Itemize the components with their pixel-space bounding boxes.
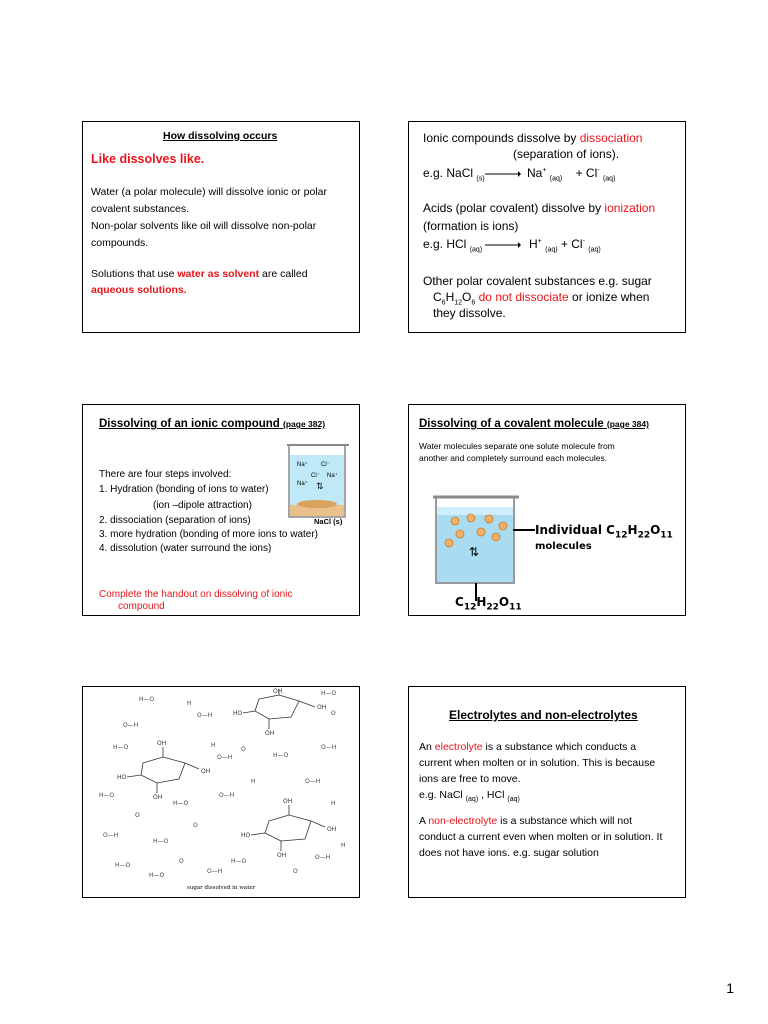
svg-text:H: H: [331, 800, 336, 807]
reaction-arrow-icon: [485, 239, 521, 249]
step-1: 1. Hydration (bonding of ions to water): [99, 484, 269, 495]
svg-text:H—O: H—O: [115, 862, 131, 869]
svg-text:OH: OH: [157, 740, 167, 747]
sugar-line: Other polar covalent substances e.g. sugar: [423, 274, 652, 288]
reaction-arrow-icon: [485, 168, 521, 178]
slide-title: Electrolytes and non-electrolytes: [449, 708, 638, 722]
ion-label: Cl⁻: [321, 462, 330, 468]
svg-text:H—O: H—O: [153, 838, 169, 845]
ion-label: Na⁺: [327, 473, 338, 479]
desc-line-1: Water molecules separate one solute molecule from: [419, 441, 615, 451]
svg-text:H—O: H—O: [99, 792, 115, 799]
molecules-label: Individual $C_{12}H_{22}O_{11}$: [535, 523, 673, 541]
svg-text:H—O: H—O: [113, 744, 129, 751]
svg-text:OH: OH: [327, 826, 337, 833]
svg-text:O—H: O—H: [305, 778, 321, 785]
svg-text:O—H: O—H: [315, 854, 331, 861]
beaker-label: NaCl (s): [314, 517, 343, 526]
svg-text:H: H: [187, 700, 192, 707]
slide-ionic-dissolution: [408, 121, 686, 333]
dissociation-line: Ionic compounds dissolve by dissociation: [423, 131, 643, 145]
svg-text:H: H: [341, 842, 346, 849]
nacl-products: Na+ $_{(aq)}$ + Cl- $_{(aq)}$: [527, 166, 616, 183]
slide-sugar-in-water: [82, 686, 360, 898]
slide-ionic-compound: [82, 404, 360, 616]
svg-text:OH: OH: [153, 794, 163, 801]
paragraph-aqueous: Solutions that use water as solvent are called: [91, 268, 308, 280]
step-3: 3. more hydration (bonding of more ions to water): [99, 529, 318, 540]
step-2: 2. dissociation (separation of ions): [99, 515, 251, 526]
svg-text:OH: OH: [201, 768, 211, 775]
svg-text:H—O: H—O: [139, 696, 155, 703]
non-electrolyte-def-2: conduct a current even when molten or in solution. It: [419, 831, 663, 843]
svg-text:O: O: [193, 822, 198, 829]
sugar-formula-line: $C_6H_{12}O_6$ do not dissociate or ionize when: [433, 290, 650, 307]
svg-text:H—O: H—O: [231, 858, 247, 865]
beaker-illustration: [287, 435, 351, 519]
paragraph-nonpolar: Non-polar solvents like oil will dissolve non-polar compounds.: [91, 220, 317, 249]
non-electrolyte-def-1: A non-electrolyte is a substance which will not: [419, 815, 633, 827]
svg-text:OH: OH: [283, 798, 293, 805]
sugar-water-diagram: [83, 687, 359, 897]
svg-text:O—H: O—H: [321, 744, 337, 751]
svg-text:H—O: H—O: [273, 752, 289, 759]
equilibrium-arrows-icon: ⇅: [469, 545, 480, 559]
slide-covalent-molecule: [408, 404, 686, 616]
handout-note-end: compound: [118, 601, 165, 612]
hcl-equation: e.g. HCl $_{(aq)}$: [423, 237, 483, 254]
slide-electrolytes: [408, 686, 686, 898]
svg-text:O—H: O—H: [219, 792, 235, 799]
svg-text:H: H: [251, 778, 256, 785]
ion-label: Cl⁻: [311, 473, 320, 479]
aqueous-solutions-term: aqueous solutions.: [91, 284, 187, 296]
svg-text:O: O: [241, 746, 246, 753]
svg-text:O—H: O—H: [217, 754, 233, 761]
dissociation-def: (separation of ions).: [513, 147, 620, 161]
ion-label: Na⁺: [297, 481, 308, 487]
beaker-illustration: [433, 493, 519, 585]
desc-line-2: another and completely surround each molecules.: [419, 453, 608, 463]
electrolyte-def-2: current when molten or in solution. This is because: [419, 757, 656, 769]
steps-intro: There are four steps involved:: [99, 469, 232, 480]
svg-text:O—H: O—H: [123, 722, 139, 729]
svg-text:O—H: O—H: [207, 868, 223, 875]
sugar-line-end: they dissolve.: [433, 306, 506, 320]
equilibrium-arrows-icon: ⇅: [316, 481, 324, 491]
svg-text:H: H: [211, 742, 216, 749]
ionization-line: Acids (polar covalent) dissolve by ionization: [423, 201, 656, 215]
electrolyte-examples: e.g. NaCl $_{(aq)}$ , HCl $_{(aq)}$: [419, 789, 520, 804]
svg-text:O: O: [135, 812, 140, 819]
headline: Like dissolves like.: [91, 152, 205, 166]
nacl-equation: e.g. NaCl $_{(s)}$: [423, 166, 485, 183]
ionization-def: (formation is ions): [423, 219, 519, 233]
ion-label: Na⁺: [297, 462, 308, 468]
pointer-line: [513, 529, 535, 531]
svg-text:O: O: [331, 710, 336, 717]
page-number: 1: [726, 980, 734, 996]
slide-how-dissolving-occurs: [82, 121, 360, 333]
svg-text:O: O: [179, 858, 184, 865]
svg-text:H—O: H—O: [149, 872, 165, 879]
svg-text:H—O: H—O: [321, 690, 337, 697]
paragraph-polar: Water (a polar molecule) will dissolve ionic or polar covalent substances.: [91, 186, 327, 215]
svg-text:HO: HO: [117, 774, 127, 781]
handout-note: Complete the handout on dissolving of ionic: [99, 589, 293, 600]
non-electrolyte-def-3: does not have ions. e.g. sugar solution: [419, 847, 599, 859]
svg-text:HO: HO: [233, 710, 243, 717]
electrolyte-def-1: An electrolyte is a substance which conducts a: [419, 741, 637, 753]
svg-text:OH: OH: [317, 704, 327, 711]
svg-text:O—H: O—H: [103, 832, 119, 839]
molecules-label-2: molecules: [535, 541, 592, 552]
electrolyte-def-3: ions are free to move.: [419, 773, 521, 785]
diagram-caption: sugar dissolved in water: [187, 885, 256, 891]
svg-text:OH: OH: [273, 688, 283, 695]
step-1-detail: (ion –dipole attraction): [153, 500, 252, 511]
slide-title: How dissolving occurs: [163, 130, 278, 142]
svg-text:O: O: [293, 868, 298, 875]
slide-title: Dissolving of an ionic compound (page 382): [99, 418, 326, 430]
slide-title: Dissolving of a covalent molecule (page 384): [419, 418, 649, 430]
svg-text:O—H: O—H: [197, 712, 213, 719]
svg-text:OH: OH: [265, 730, 275, 737]
hcl-products: H+ $_{(aq)}$ + Cl- $_{(aq)}$: [529, 237, 601, 254]
svg-text:H—O: H—O: [173, 800, 189, 807]
svg-text:OH: OH: [277, 852, 287, 859]
step-4: 4. dissolution (water surround the ions): [99, 543, 272, 554]
svg-text:HO: HO: [241, 832, 251, 839]
sucrose-formula: $C_{12}H_{22}O_{11}$: [455, 595, 522, 613]
